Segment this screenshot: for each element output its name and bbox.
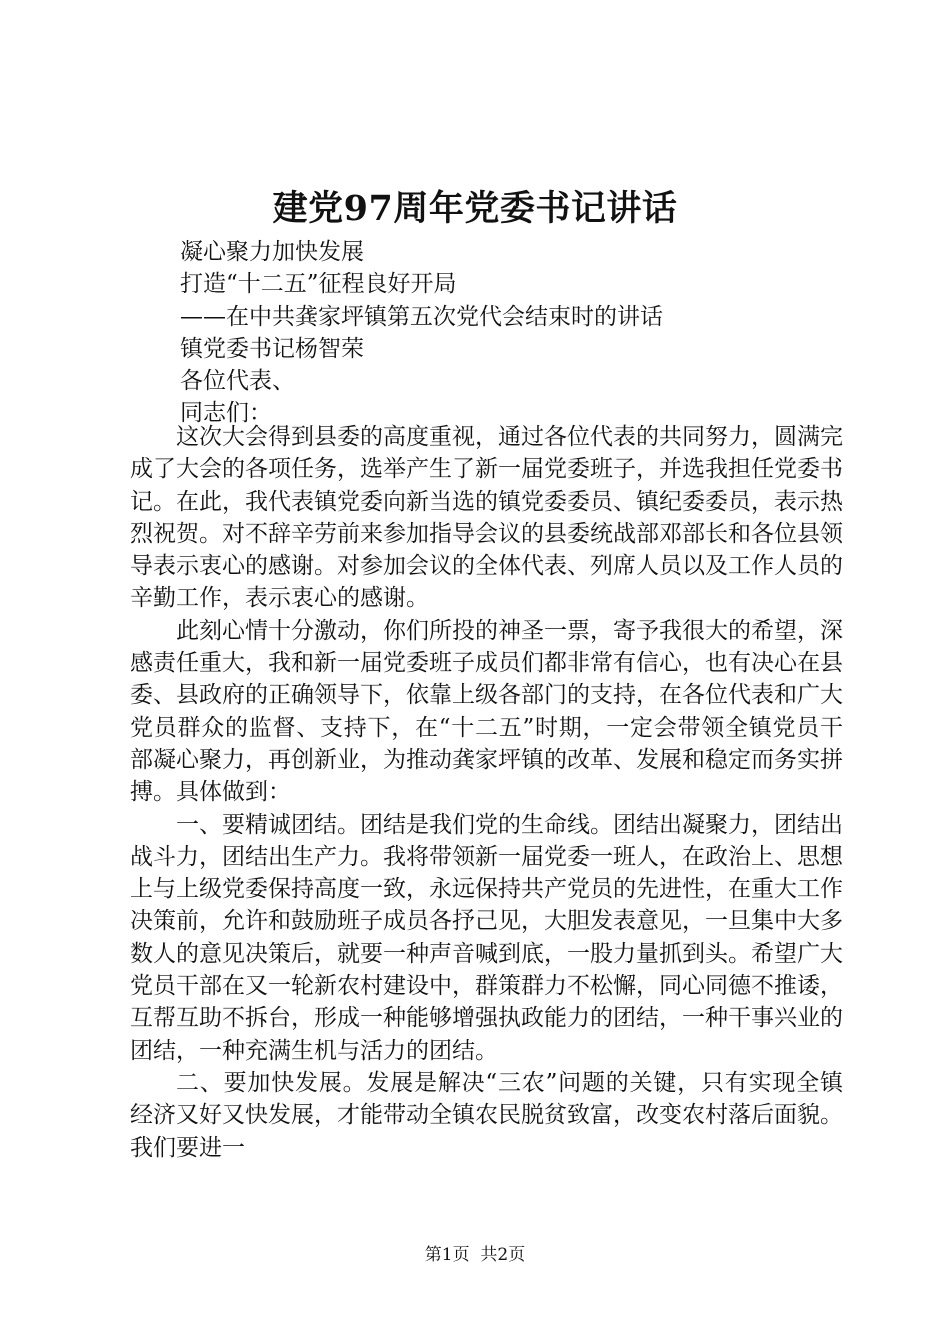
speaker-line: 镇党委书记杨智荣 [180, 335, 364, 362]
document-title: 建党97周年党委书记讲话 [272, 188, 678, 229]
occasion-line: ——在中共龚家坪镇第五次党代会结束时的讲话 [180, 303, 663, 330]
body-paragraph: 一、要精诚团结。团结是我们党的生命线。团结出凝聚力，团结出战斗力，团结出生产力。我将带领新一届党委一班人，在政治上、思想上与上级党委保持高度一致，永远保持共产党员的先进性，在重大工作决策前，允许和鼓励班子成员各抒己见，大胆发表意见，一旦集中大多数人的意见决策后，就要一种声音喊到底，一股力量抓到头。希望广大党员干部在又一轮新农村建设中，群策群力不松懈，同心同德不推诿，互帮互助不拆台，形成一种能够增强执政能力的团结，一种干事兴业的团结，一种充满生机与活力的团结。 [130, 811, 843, 1064]
body-paragraph: 这次大会得到县委的高度重视，通过各位代表的共同努力，圆满完成了大会的各项任务，选举产生了新一届党委班子，并选我担任党委书记。在此，我代表镇党委向新当选的镇党委委员、镇纪委委员，表示热烈祝贺。对不辞辛劳前来参加指导会议的县委统战部邓部长和各位县领导表示衷心的感谢。对参加会议的全体代表、列席人员以及工作人员的辛勤工作，表示衷心的感谢。 [130, 424, 843, 612]
page-number-footer: 第1页 共2页 [424, 1245, 526, 1265]
body-paragraph: 二、要加快发展。发展是解决“三农”问题的关键，只有实现全镇经济又好又快发展，才能带动全镇农民脱贫致富，改变农村落后面貌。我们要进一 [130, 1069, 843, 1161]
body-paragraph: 此刻心情十分激动，你们所投的神圣一票，寄予我很大的希望，深感责任重大，我和新一届党委班子成员们都非常有信心，也有决心在县委、县政府的正确领导下，依靠上级各部门的支持，在各位代表和广大党员群众的监督、支持下，在“十二五”时期，一定会带领全镇党员干部凝心聚力，再创新业，为推动龚家坪镇的改革、发展和稳定而务实拼搏。具体做到： [130, 617, 843, 806]
subtitle-line: 凝心聚力加快发展 [180, 239, 364, 265]
salutation-line: 各位代表、 [180, 368, 295, 395]
speech-body [130, 421, 843, 1164]
subtitle-line: 打造“十二五”征程良好开局 [180, 271, 457, 298]
salutation-line: 同志们： [180, 400, 272, 427]
speech-header [180, 236, 880, 430]
